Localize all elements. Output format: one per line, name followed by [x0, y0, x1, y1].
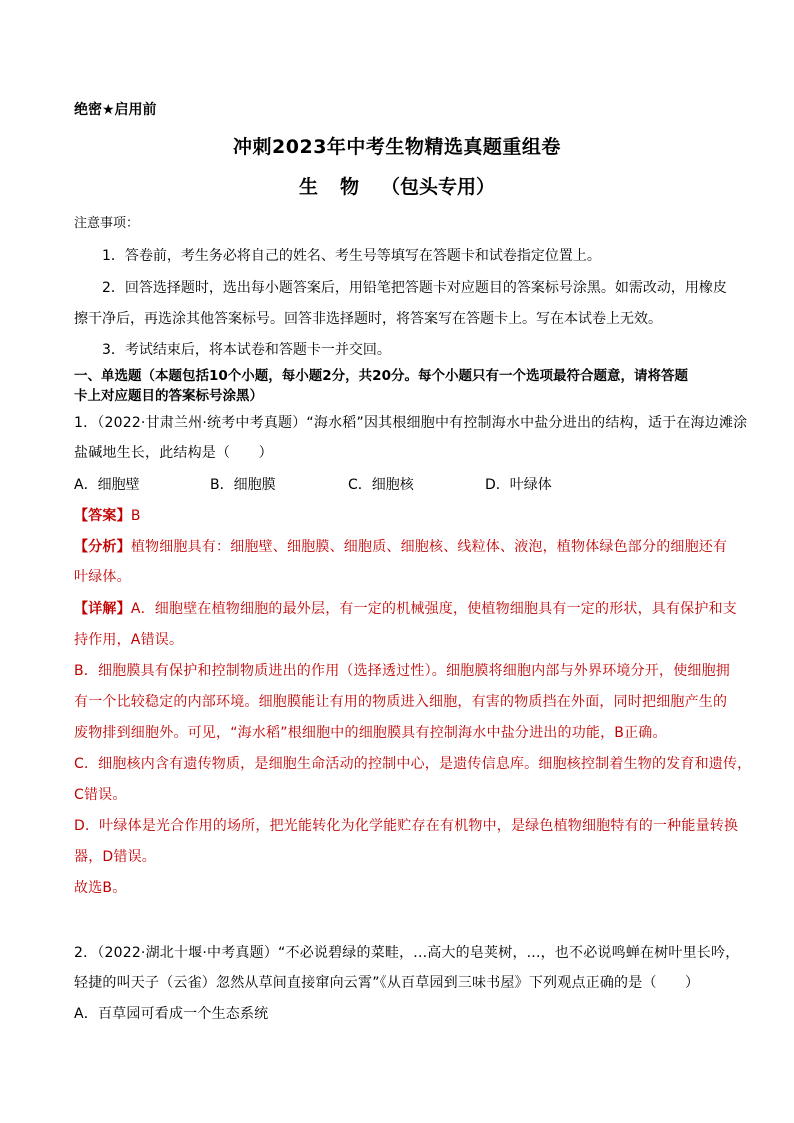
- answer-tag: 【答案】: [74, 508, 131, 524]
- section-heading: 一、单选题（本题包括10个小题，每小题2分，共20分。每个小题只有一个选项最符合题意，请将答题: [74, 368, 688, 384]
- notice-item: 擦干净后，再选涂其他答案标号。回答非选择题时，将答案写在答题卡上。写在本试卷上无效。: [74, 311, 662, 327]
- analysis-text: 植物细胞具有：细胞壁、细胞膜、细胞质、细胞核、线粒体、液泡，植物体绿色部分的细胞还有: [130, 539, 728, 555]
- q1-option-d: D．叶绿体: [485, 477, 552, 493]
- notice-item: 3．考试结束后，将本试卷和答题卡一并交回。: [102, 342, 391, 358]
- exam-subtitle: [0, 174, 794, 200]
- notice-heading: 注意事项：: [74, 216, 140, 231]
- question-1-stem: 1．（2022·甘肃兰州·统考中考真题）“海水稻”因其根细胞中有控制海水中盐分进出的结构，适于在海边滩涂: [74, 415, 748, 431]
- notice-item: 2．回答选择题时，选出每小题答案后，用铅笔把答题卡对应题目的答案标号涂黑。如需改动，用橡皮: [102, 280, 727, 296]
- detail-line: 有一个比较稳定的内部环境。细胞膜能让有用的物质进入细胞，有害的物质挡在外面，同时把细胞产生的: [74, 694, 728, 710]
- detail-line: C．细胞核内含有遗传物质，是细胞生命活动的控制中心，是遗传信息库。细胞核控制着生物的发育和遗传，: [74, 756, 752, 772]
- notice-item: 1．答卷前，考生务必将自己的姓名、考生号等填写在答题卡和试卷指定位置上。: [102, 248, 601, 264]
- exam-title: 冲刺2023年中考生物精选真题重组卷: [233, 136, 561, 158]
- detail-line: 废物排到细胞外。可见，“海水稻”根细胞中的细胞膜具有控制海水中盐分进出的功能，B正确。: [74, 725, 667, 741]
- q1-option-b: B．细胞膜: [210, 477, 276, 493]
- detail-text: A．细胞壁在植物细胞的最外层，有一定的机械强度，使植物细胞具有一定的形状，具有保护和支: [130, 601, 737, 617]
- q1-detail: [74, 599, 737, 619]
- q1-answer: [74, 506, 141, 526]
- q1-analysis: [74, 537, 727, 557]
- q1-option-c: C．细胞核: [348, 477, 414, 493]
- subject-char-2: 物: [339, 176, 359, 198]
- confidential-label: 绝密★启用前: [74, 102, 157, 118]
- detail-line: 持作用，A错误。: [74, 632, 184, 648]
- section-heading-cont: 卡上对应题目的答案标号涂黑）: [74, 388, 263, 404]
- edition-label: （包头专用）: [381, 176, 496, 198]
- q1-option-a: A．细胞壁: [74, 477, 140, 493]
- subject-char-1: 生: [298, 176, 318, 198]
- detail-conclusion: 故选B。: [74, 880, 127, 896]
- q2-option-a: A．百草园可看成一个生态系统: [74, 1006, 269, 1022]
- analysis-tag: 【分析】: [74, 539, 131, 555]
- question-2-stem: 2．（2022·湖北十堰·中考真题）“不必说碧绿的菜畦，...高大的皂荚树，...，也不必说鸣蝉在树叶里长吟，: [74, 945, 740, 961]
- detail-tag: 【详解】: [74, 601, 131, 617]
- detail-line: D．叶绿体是光合作用的场所，把光能转化为化学能贮存在有机物中，是绿色植物细胞特有的一种能量转换: [74, 818, 739, 834]
- answer-value: B: [130, 508, 141, 524]
- detail-line: C错误。: [74, 787, 127, 803]
- question-2-stem-cont: 轻捷的叫天子（云雀）忽然从草间直接窜向云霄”《从百草园到三味书屋》下列观点正确的是（ ）: [74, 975, 700, 991]
- question-1-stem-cont: 盐碱地生长，此结构是（ ）: [74, 445, 273, 461]
- detail-line: 器，D错误。: [74, 849, 156, 865]
- q1-analysis-cont: 叶绿体。: [74, 569, 131, 585]
- detail-line: B．细胞膜具有保护和控制物质进出的作用（选择透过性）。细胞膜将细胞内部与外界环境分开，使细胞拥: [74, 663, 731, 679]
